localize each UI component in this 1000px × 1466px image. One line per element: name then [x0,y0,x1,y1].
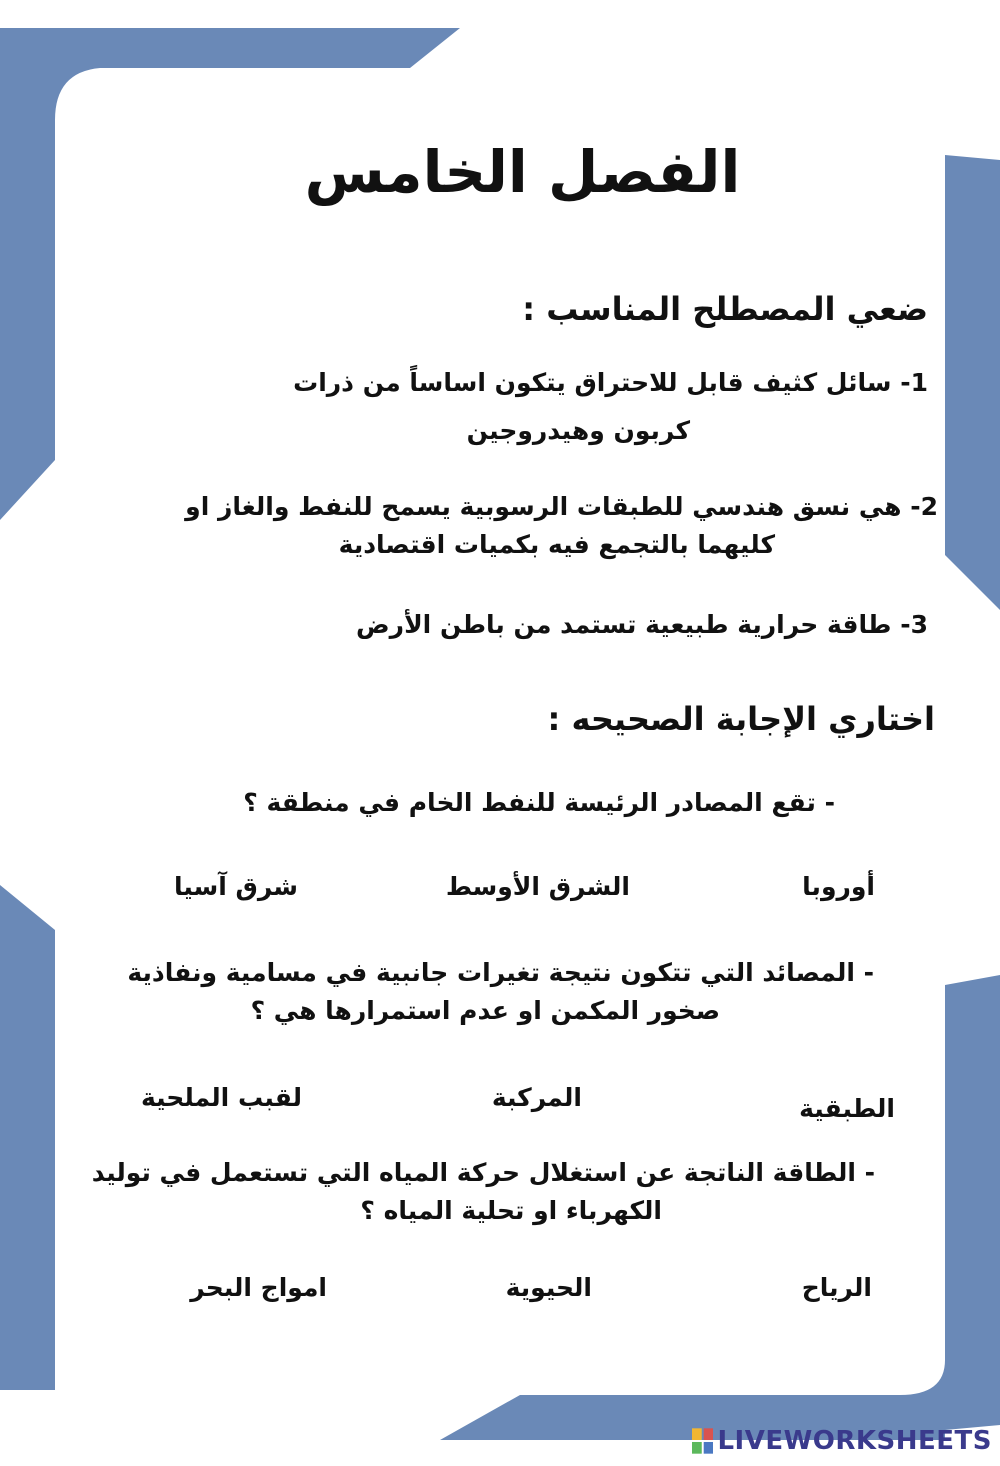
brand-watermark [692,1424,992,1458]
mcq-1-option-3[interactable]: شرق آسيا [174,872,298,901]
mcq-question-2: - المصائد التي تتكون نتيجة تغيرات جانبية في مسامية ونفاذية [127,958,874,987]
mcq-question-3: - الطاقة الناتجة عن استغلال حركة المياه التي تستعمل في توليد [91,1158,875,1187]
page-title: الفصل الخامس [304,138,741,206]
mcq-3-option-2[interactable]: الحيوية [505,1273,592,1302]
mcq-3-option-3[interactable]: امواج البحر [190,1273,327,1302]
mcq-2-option-3[interactable]: لقبب الملحية [140,1083,302,1112]
term-question-1 [293,362,928,404]
liveworksheets-logo-icon [692,1428,713,1454]
question-text: سائل كثيف قابل للاحتراق يتكون اساساً من ذرات [293,368,892,397]
question-number: 2- [910,492,938,521]
frame-right-upper-band [945,155,1000,610]
section-heading-choice: اختاري الإجابة الصحيحه : [547,700,935,738]
question-text: هي نسق هندسي للطبقات الرسوبية يسمح للنفط والغاز او [185,492,902,521]
question-number: 3- [900,610,928,639]
mcq-1-option-1[interactable]: أوروبا [802,872,875,901]
term-question-2 [185,486,938,528]
term-question-1-line2: كربون وهيدروجين [466,416,690,445]
mcq-question-3-line2: الكهرباء او تحلية المياه ؟ [360,1196,662,1225]
question-text: طاقة حرارية طبيعية تستمد من باطن الأرض [356,610,892,639]
term-question-3 [356,604,928,646]
mcq-1-option-2[interactable]: الشرق الأوسط [445,872,630,901]
brand-name: LIVEWORKSHEETS [717,1426,992,1456]
section-heading-terms: ضعي المصطلح المناسب : [522,290,928,328]
mcq-question-2-line2: صخور المكمن او عدم استمرارها هي ؟ [250,996,720,1025]
question-number: 1- [900,368,928,397]
frame-left-lower-band [0,885,55,1390]
mcq-2-option-2[interactable]: المركبة [491,1083,582,1112]
mcq-2-option-1[interactable]: الطبقية [799,1094,895,1123]
mcq-3-option-1[interactable]: الرياح [801,1273,872,1302]
mcq-question-1: - تقع المصادر الرئيسة للنفط الخام في منطقة ؟ [243,788,835,817]
term-question-2-line2: كليهما بالتجمع فيه بكميات اقتصادية [338,530,775,559]
